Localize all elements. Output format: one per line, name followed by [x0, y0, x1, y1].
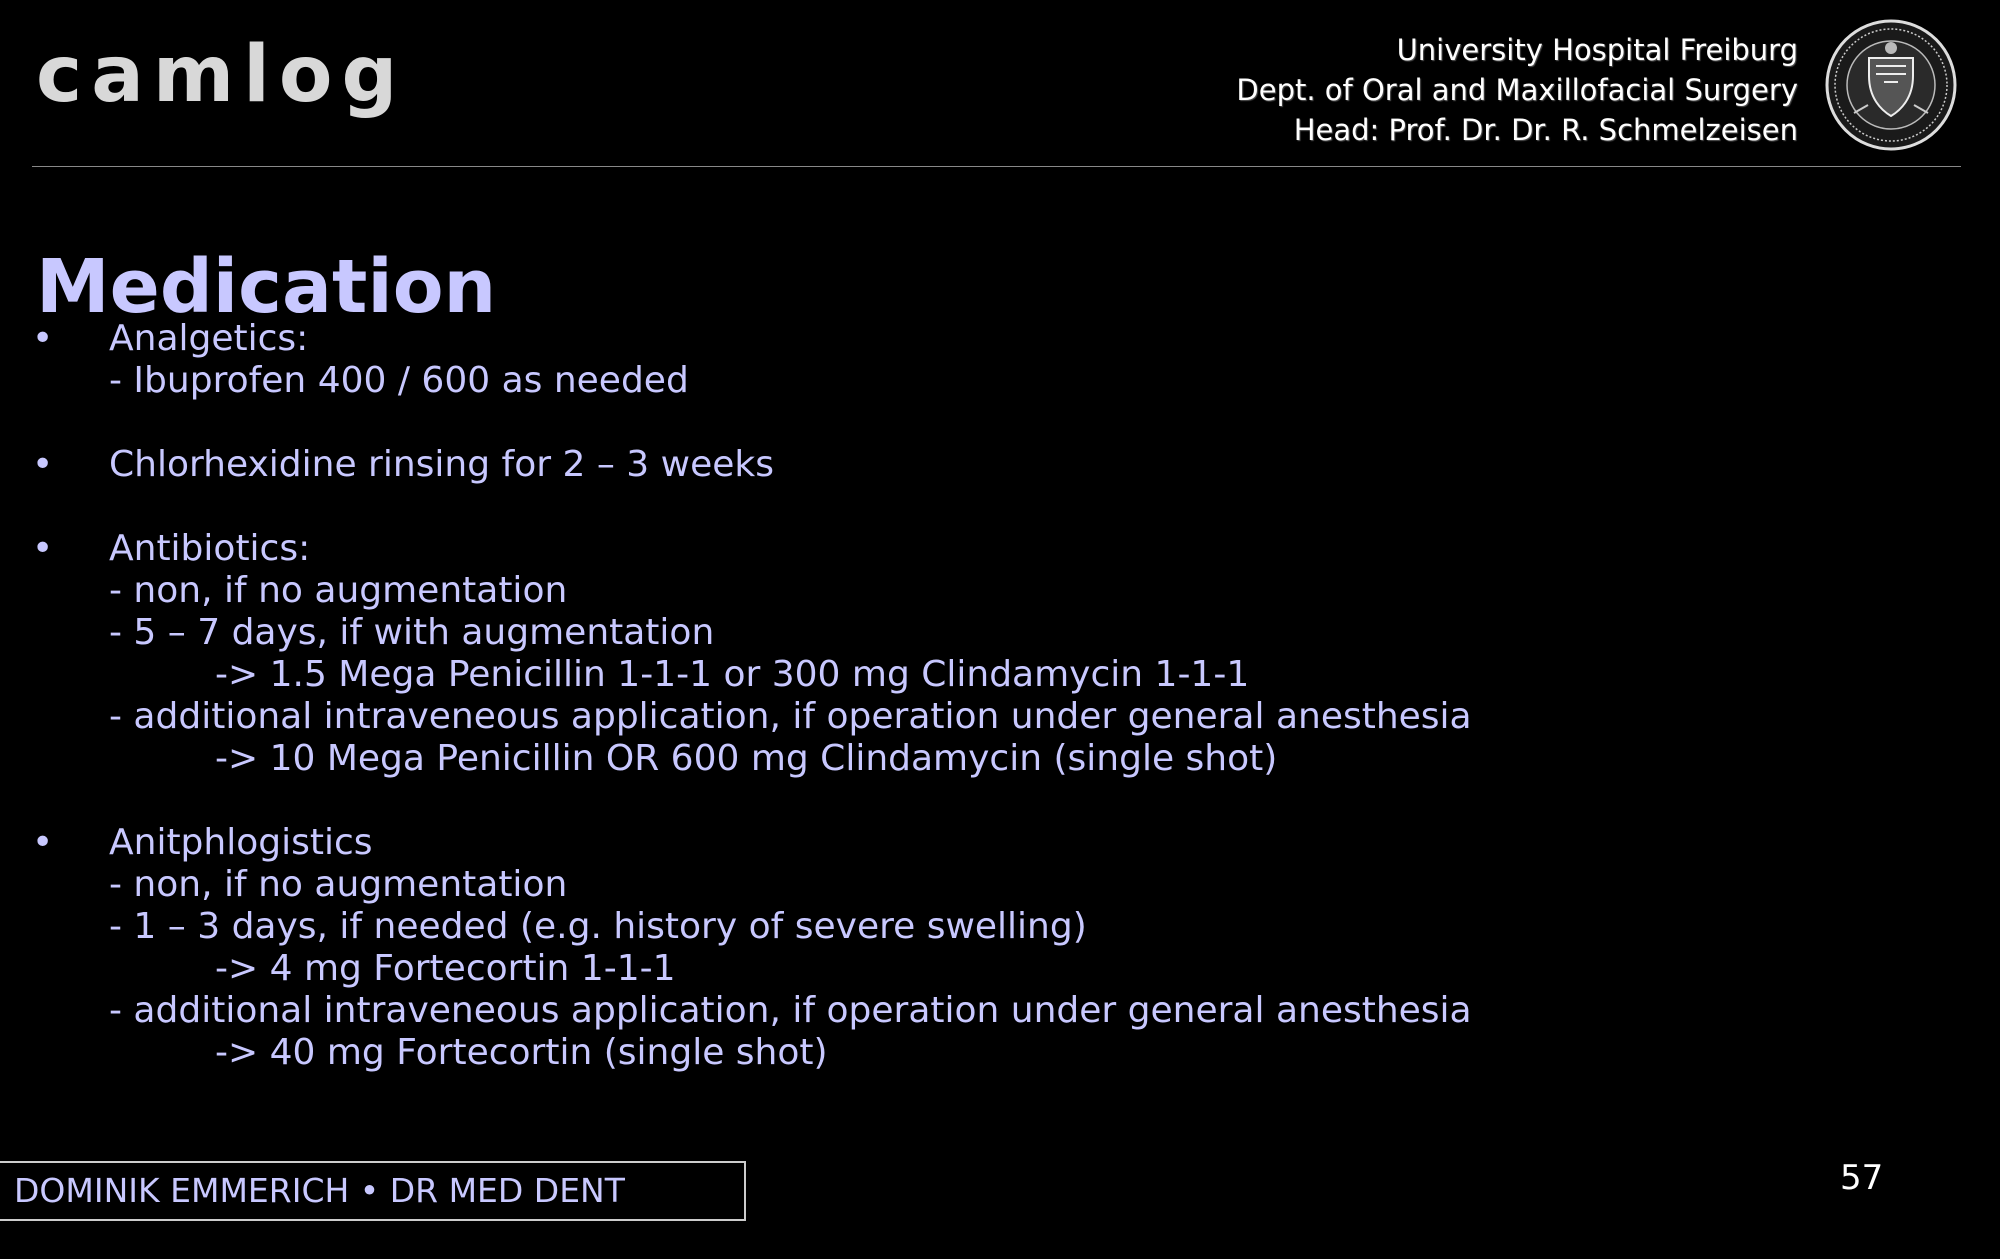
bullet-line: -> 10 Mega Penicillin OR 600 mg Clindamycin (single shot) — [215, 738, 1278, 779]
bullet-glyph: • — [32, 444, 54, 485]
bullet-line: - non, if no augmentation — [109, 864, 568, 905]
page-number: 57 — [1840, 1158, 1884, 1198]
bullet-line: - additional intraveneous application, if operation under general anesthesia — [109, 990, 1472, 1031]
bullet-line: - additional intraveneous application, if operation under general anesthesia — [109, 696, 1472, 737]
institution-line: University Hospital Freiburg — [1396, 33, 1798, 67]
bullet-item — [0, 444, 1700, 486]
bullet-glyph: • — [32, 318, 54, 359]
university-seal-icon — [1824, 18, 1958, 152]
camlog-logo: camlog — [36, 30, 407, 120]
bullet-line: - 5 – 7 days, if with augmentation — [109, 612, 715, 653]
bullet-item — [0, 318, 1700, 402]
bullet-line: -> 1.5 Mega Penicillin 1-1-1 or 300 mg Clindamycin 1-1-1 — [215, 654, 1250, 695]
bullet-line: Antibiotics: — [109, 528, 311, 569]
bullet-line: -> 4 mg Fortecortin 1-1-1 — [215, 948, 676, 989]
bullet-item — [0, 822, 1700, 1074]
slide-title: Medication — [36, 243, 497, 330]
bullet-glyph: • — [32, 528, 54, 569]
header-divider — [32, 166, 1961, 167]
bullet-line: - non, if no augmentation — [109, 570, 568, 611]
author-footer: DOMINIK EMMERICH • DR MED DENT — [0, 1161, 746, 1221]
bullet-line: Analgetics: — [109, 318, 309, 359]
bullet-line: - 1 – 3 days, if needed (e.g. history of severe swelling) — [109, 906, 1087, 947]
bullet-line: -> 40 mg Fortecortin (single shot) — [215, 1032, 828, 1073]
slide-content — [0, 318, 1700, 1116]
bullet-line: Anitphlogistics — [109, 822, 373, 863]
bullet-line: - Ibuprofen 400 / 600 as needed — [109, 360, 689, 401]
institution-line: Dept. of Oral and Maxillofacial Surgery — [1236, 73, 1798, 107]
institution-header — [1236, 30, 1798, 150]
bullet-line: Chlorhexidine rinsing for 2 – 3 weeks — [109, 444, 774, 485]
institution-line: Head: Prof. Dr. Dr. R. Schmelzeisen — [1293, 113, 1798, 147]
bullet-glyph: • — [32, 822, 54, 863]
bullet-item — [0, 528, 1700, 780]
